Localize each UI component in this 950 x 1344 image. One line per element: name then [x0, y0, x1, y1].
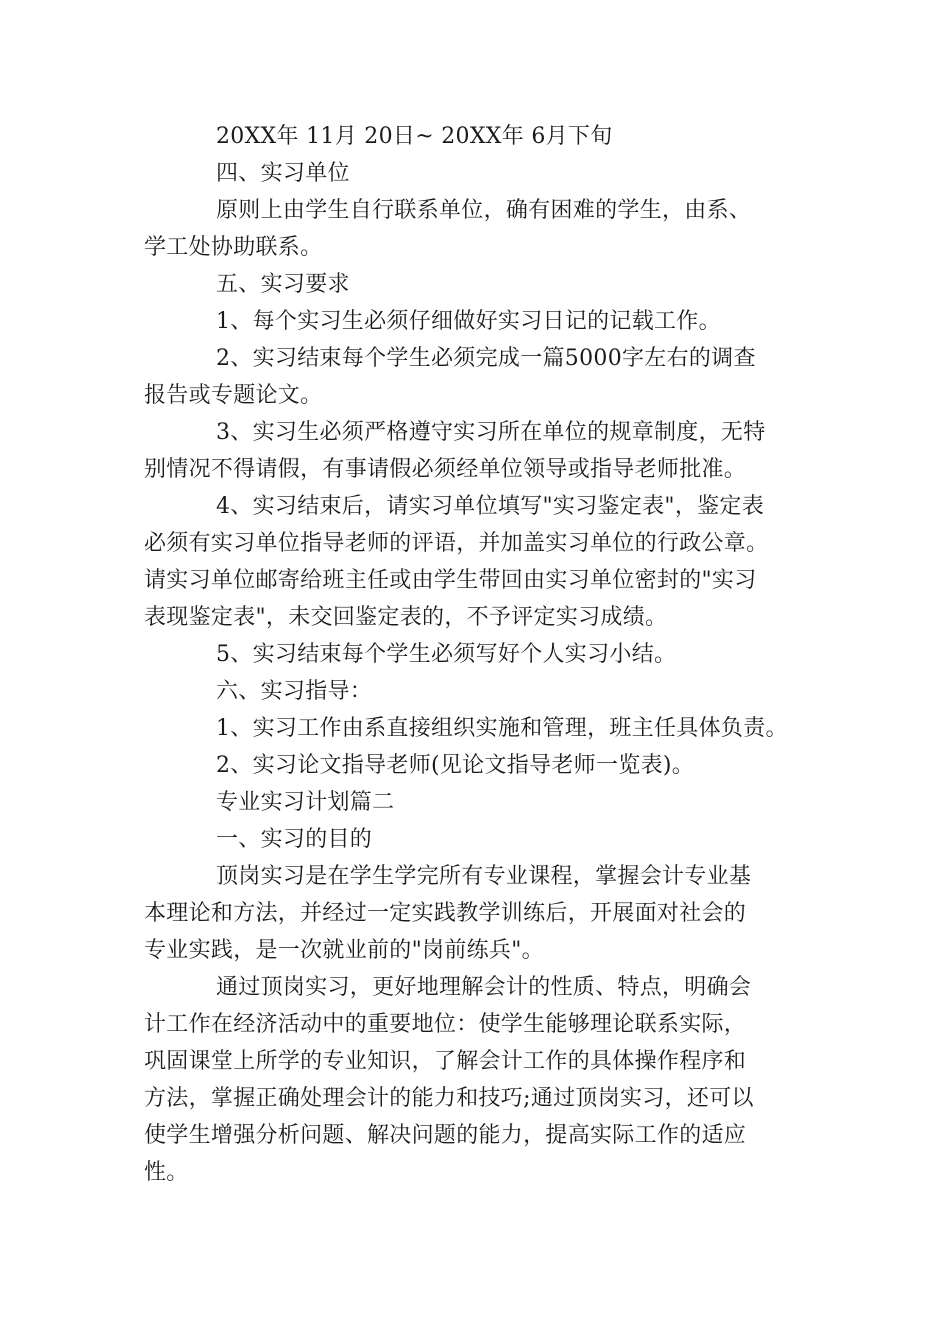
paragraph-line: 计工作在经济活动中的重要地位：使学生能够理论联系实际， [144, 1012, 747, 1037]
list-item-line: 4、实习结束后，请实习单位填写"实习鉴定表"，鉴定表 [216, 494, 765, 519]
paragraph-line: 通过顶岗实习，更好地理解会计的性质、特点，明确会 [216, 975, 752, 1000]
paragraph-line: 学工处协助联系。 [144, 235, 323, 260]
paragraph-line: 专业实践，是一次就业前的"岗前练兵"。 [144, 938, 544, 963]
part-title: 专业实习计划篇二 [216, 790, 395, 815]
section-heading-purpose: 一、实习的目的 [216, 827, 373, 852]
paragraph-line: 原则上由学生自行联系单位，确有困难的学生，由系、 [216, 198, 752, 223]
list-item-line: 1、实习工作由系直接组织实施和管理，班主任具体负责。 [216, 716, 788, 741]
list-item-line: 2、实习结束每个学生必须完成一篇5000字左右的调查 [216, 346, 756, 371]
paragraph-line: 使学生增强分析问题、解决问题的能力，提高实际工作的适应 [144, 1123, 747, 1148]
paragraph-line: 本理论和方法，并经过一定实践教学训练后，开展面对社会的 [144, 901, 747, 926]
paragraph-line: 顶岗实习是在学生学完所有专业课程，掌握会计专业基 [216, 864, 752, 889]
list-item-line: 表现鉴定表"，未交回鉴定表的，不予评定实习成绩。 [144, 605, 668, 630]
list-item-line: 报告或专题论文。 [144, 383, 323, 408]
list-item-line: 5、实习结束每个学生必须写好个人实习小结。 [216, 642, 677, 667]
list-item-line: 1、每个实习生必须仔细做好实习日记的记载工作。 [216, 309, 721, 334]
section-heading-requirements: 五、实习要求 [216, 272, 350, 297]
list-item-line: 2、实习论文指导老师(见论文指导老师一览表)。 [216, 753, 695, 778]
section-heading-internship-unit: 四、实习单位 [216, 161, 350, 186]
paragraph-line: 方法，掌握正确处理会计的能力和技巧;通过顶岗实习，还可以 [144, 1086, 754, 1111]
section-heading-guidance: 六、实习指导： [216, 679, 373, 704]
paragraph-line: 巩固课堂上所学的专业知识，了解会计工作的具体操作程序和 [144, 1049, 747, 1074]
list-item-line: 别情况不得请假，有事请假必须经单位领导或指导老师批准。 [144, 457, 747, 482]
list-item-line: 请实习单位邮寄给班主任或由学生带回由实习单位密封的"实习 [144, 568, 757, 593]
document-body [144, 118, 824, 1191]
date-range-line: 20XX年 11月 20日~ 20XX年 6月下旬 [216, 124, 613, 149]
list-item-line: 3、实习生必须严格遵守实习所在单位的规章制度，无特 [216, 420, 766, 445]
list-item-line: 必须有实习单位指导老师的评语，并加盖实习单位的行政公章。 [144, 531, 769, 556]
paragraph-line: 性。 [144, 1160, 189, 1185]
